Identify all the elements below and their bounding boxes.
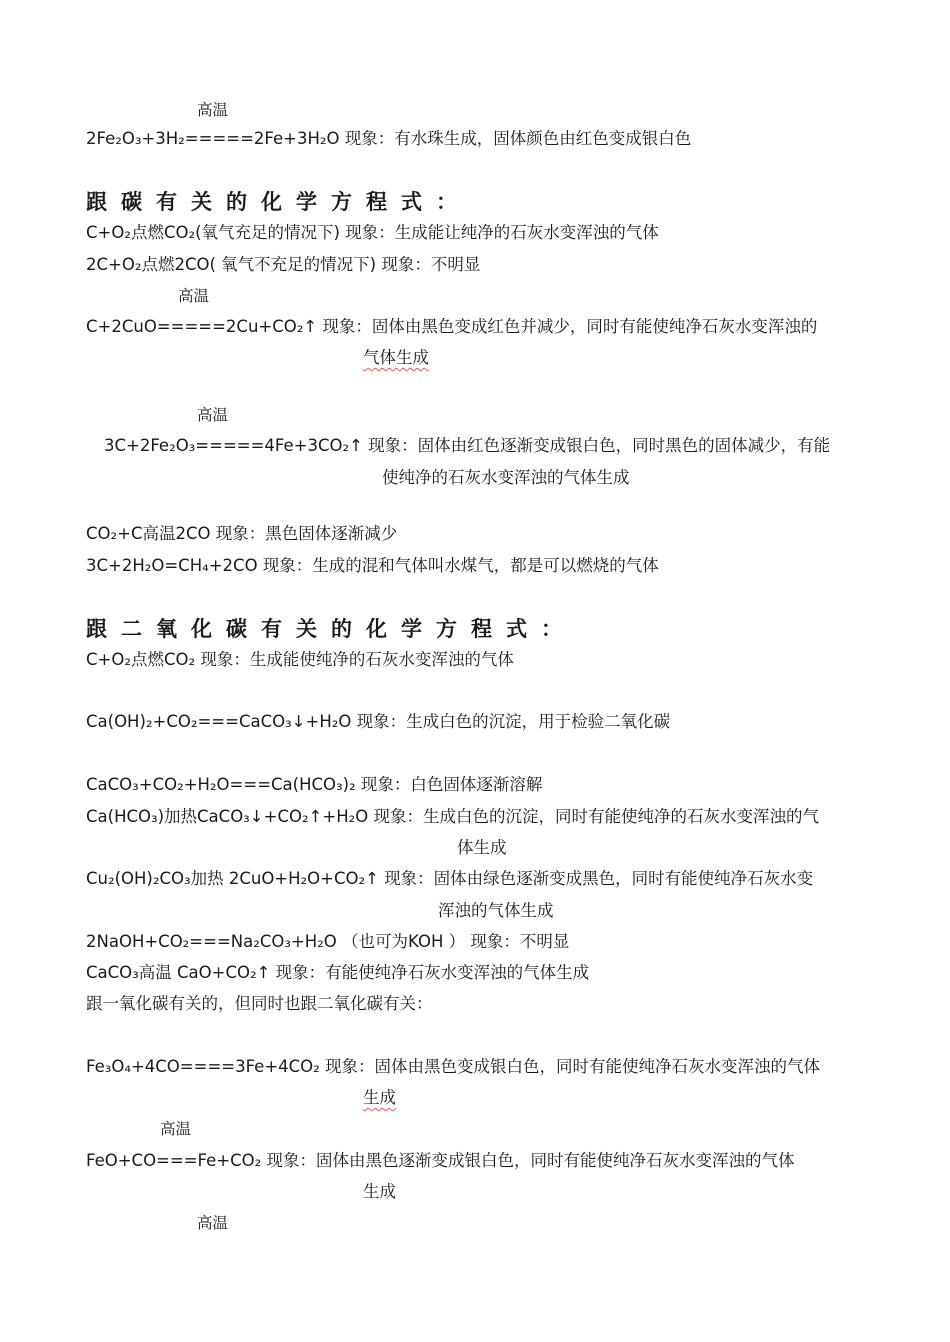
equation-continuation: 体生成 (457, 838, 507, 857)
equation-continuation: 浑浊的气体生成 (438, 901, 554, 920)
equation-line: Ca(HCO₃)加热CaCO₃↓+CO₂↑+H₂O 现象：生成白色的沉淀，同时有能使纯净的石灰水变浑浊的气 (86, 807, 819, 826)
equation-line: Fe₃O₄+4CO====3Fe+4CO₂ 现象：固体由黑色变成银白色，同时有能使纯净石灰水变浑浊的气体 (86, 1057, 821, 1076)
equation-line: Ca(OH)₂+CO₂===CaCO₃↓+H₂O 现象：生成白色的沉淀，用于检验二氧化碳 (86, 712, 671, 731)
reaction-condition: 高温 (160, 1120, 192, 1138)
equation-line: 3C+2Fe₂O₃=====4Fe+3CO₂↑ 现象：固体由红色逐渐变成银白色，同时黑色的固体减少，有能 (104, 436, 831, 455)
section-heading-carbon: 跟碳有关的化学方程式： (86, 190, 471, 214)
equation-line: 2NaOH+CO₂===Na₂CO₃+H₂O （也可为KOH ） 现象：不明显 (86, 932, 570, 951)
equation-continuation: 气体生成 (363, 348, 429, 367)
equation-line: CaCO₃+CO₂+H₂O===Ca(HCO₃)₂ 现象：白色固体逐渐溶解 (86, 775, 543, 794)
reaction-condition: 高温 (178, 287, 210, 305)
equation-line: Cu₂(OH)₂CO₃加热 2CuO+H₂O+CO₂↑ 现象：固体由绿色逐渐变成黑色，同时有能使纯净石灰水变 (86, 869, 814, 888)
equation-line: 2C+O₂点燃2CO( 氧气不充足的情况下) 现象：不明显 (86, 255, 481, 274)
equation-continuation: 生成 (363, 1088, 396, 1107)
equation-line: C+O₂点燃CO₂ 现象：生成能使纯净的石灰水变浑浊的气体 (86, 650, 514, 669)
equation-line: 2Fe₂O₃+3H₂=====2Fe+3H₂O 现象：有水珠生成，固体颜色由红色变成银白色 (86, 129, 692, 148)
reaction-condition: 高温 (197, 1214, 229, 1232)
equation-line: C+O₂点燃CO₂(氧气充足的情况下) 现象：生成能让纯净的石灰水变浑浊的气体 (86, 223, 659, 242)
equation-continuation: 使纯净的石灰水变浑浊的气体生成 (382, 468, 630, 487)
equation-line: 3C+2H₂O=CH₄+2CO 现象：生成的混和气体叫水煤气，都是可以燃烧的气体 (86, 556, 659, 575)
equation-continuation: 生成 (363, 1182, 396, 1201)
equation-line: C+2CuO=====2Cu+CO₂↑ 现象：固体由黑色变成红色并减少，同时有能使纯净石灰水变浑浊的 (86, 317, 818, 336)
note-line: 跟一氧化碳有关的，但同时也跟二氧化碳有关： (86, 994, 433, 1013)
equation-line: CO₂+C高温2CO 现象：黑色固体逐渐减少 (86, 524, 398, 543)
reaction-condition: 高温 (197, 406, 229, 424)
equation-line: CaCO₃高温 CaO+CO₂↑ 现象：有能使纯净石灰水变浑浊的气体生成 (86, 963, 590, 982)
reaction-condition: 高温 (197, 101, 229, 119)
equation-line: FeO+CO===Fe+CO₂ 现象：固体由黑色逐渐变成银白色，同时有能使纯净石灰水变浑浊的气体 (86, 1151, 795, 1170)
section-heading-co2: 跟二氧化碳有关的化学方程式： (86, 617, 576, 641)
